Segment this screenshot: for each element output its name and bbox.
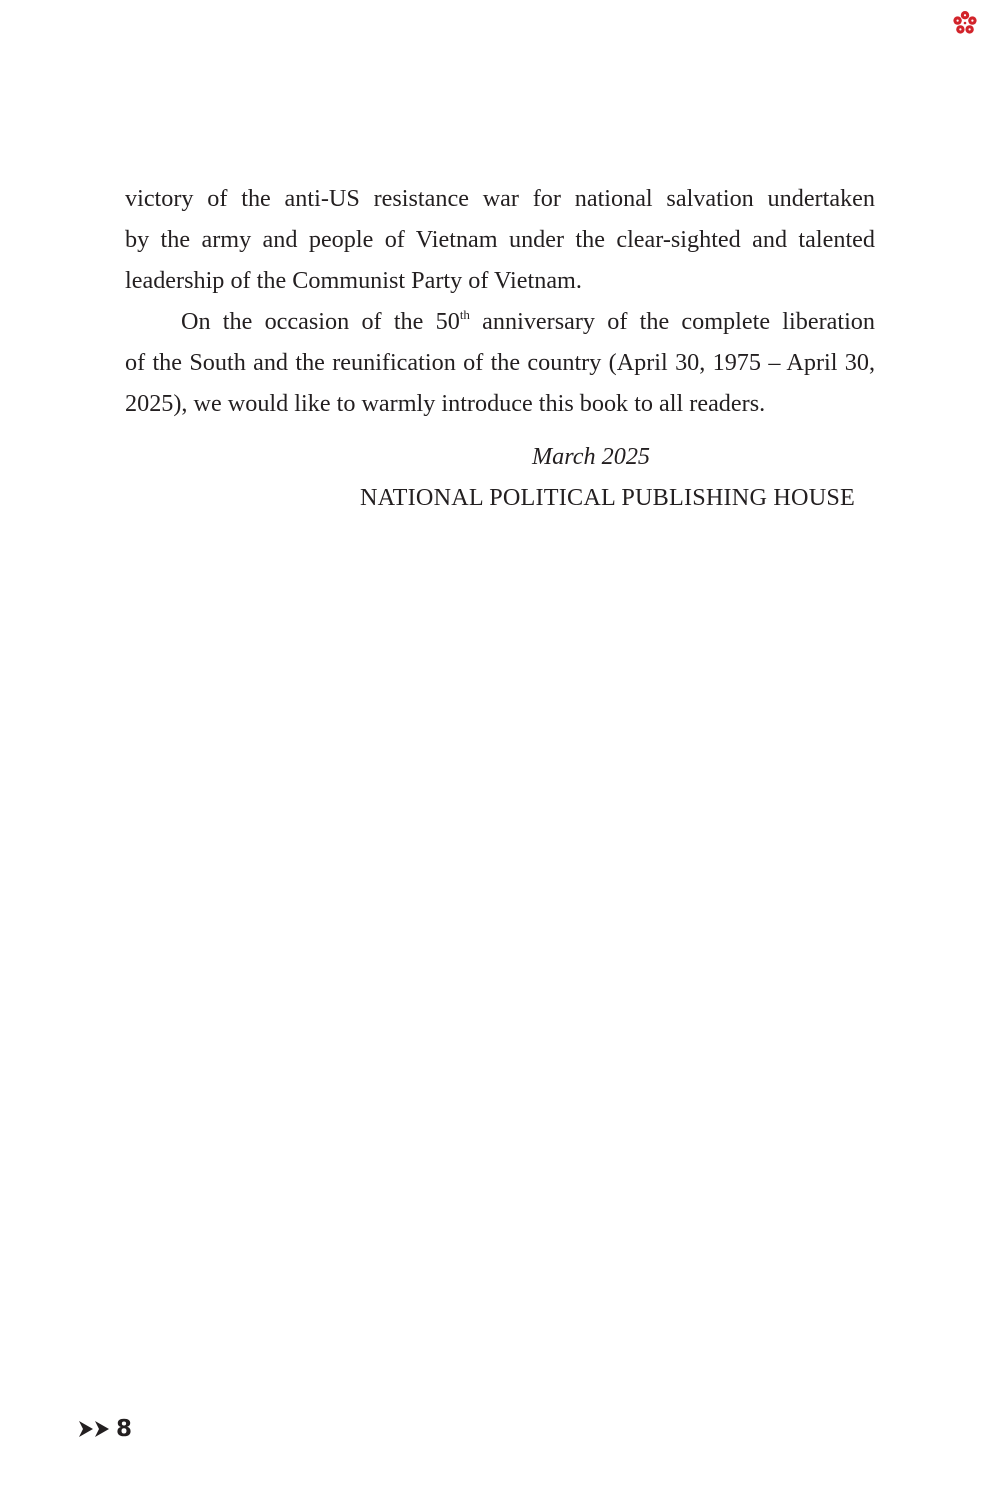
text-line — [125, 301, 875, 342]
text-line: victory of the anti-US resistance war for national salvation undertaken — [125, 185, 875, 212]
signature-publisher: NATIONAL POLITICAL PUBLISHING HOUSE — [360, 484, 855, 511]
page-number: 8 — [116, 1416, 133, 1442]
page-footer — [78, 1414, 132, 1444]
text-line: by the army and people of Vietnam under the clear-sighted and talented — [125, 226, 875, 253]
text-line: leadership of the Communist Party of Vietnam. — [125, 267, 582, 294]
signature-block — [125, 436, 855, 518]
text-line: 2025), we would like to warmly introduce this book to all readers. — [125, 390, 766, 417]
text-segment: On the occasion of the 50 — [181, 308, 460, 335]
double-arrow-icon — [78, 1420, 112, 1438]
signature-date: March 2025 — [532, 443, 651, 470]
ordinal-suffix: th — [459, 307, 470, 322]
text-line: of the South and the reunification of the country (April 30, 1975 – April 30, — [125, 349, 875, 376]
body-text — [125, 178, 875, 424]
text-segment: anniversary of the complete liberation — [469, 308, 875, 335]
paragraph-occasion — [125, 301, 875, 424]
flower-ornament-icon — [952, 10, 978, 36]
paragraph-continued — [125, 178, 875, 301]
